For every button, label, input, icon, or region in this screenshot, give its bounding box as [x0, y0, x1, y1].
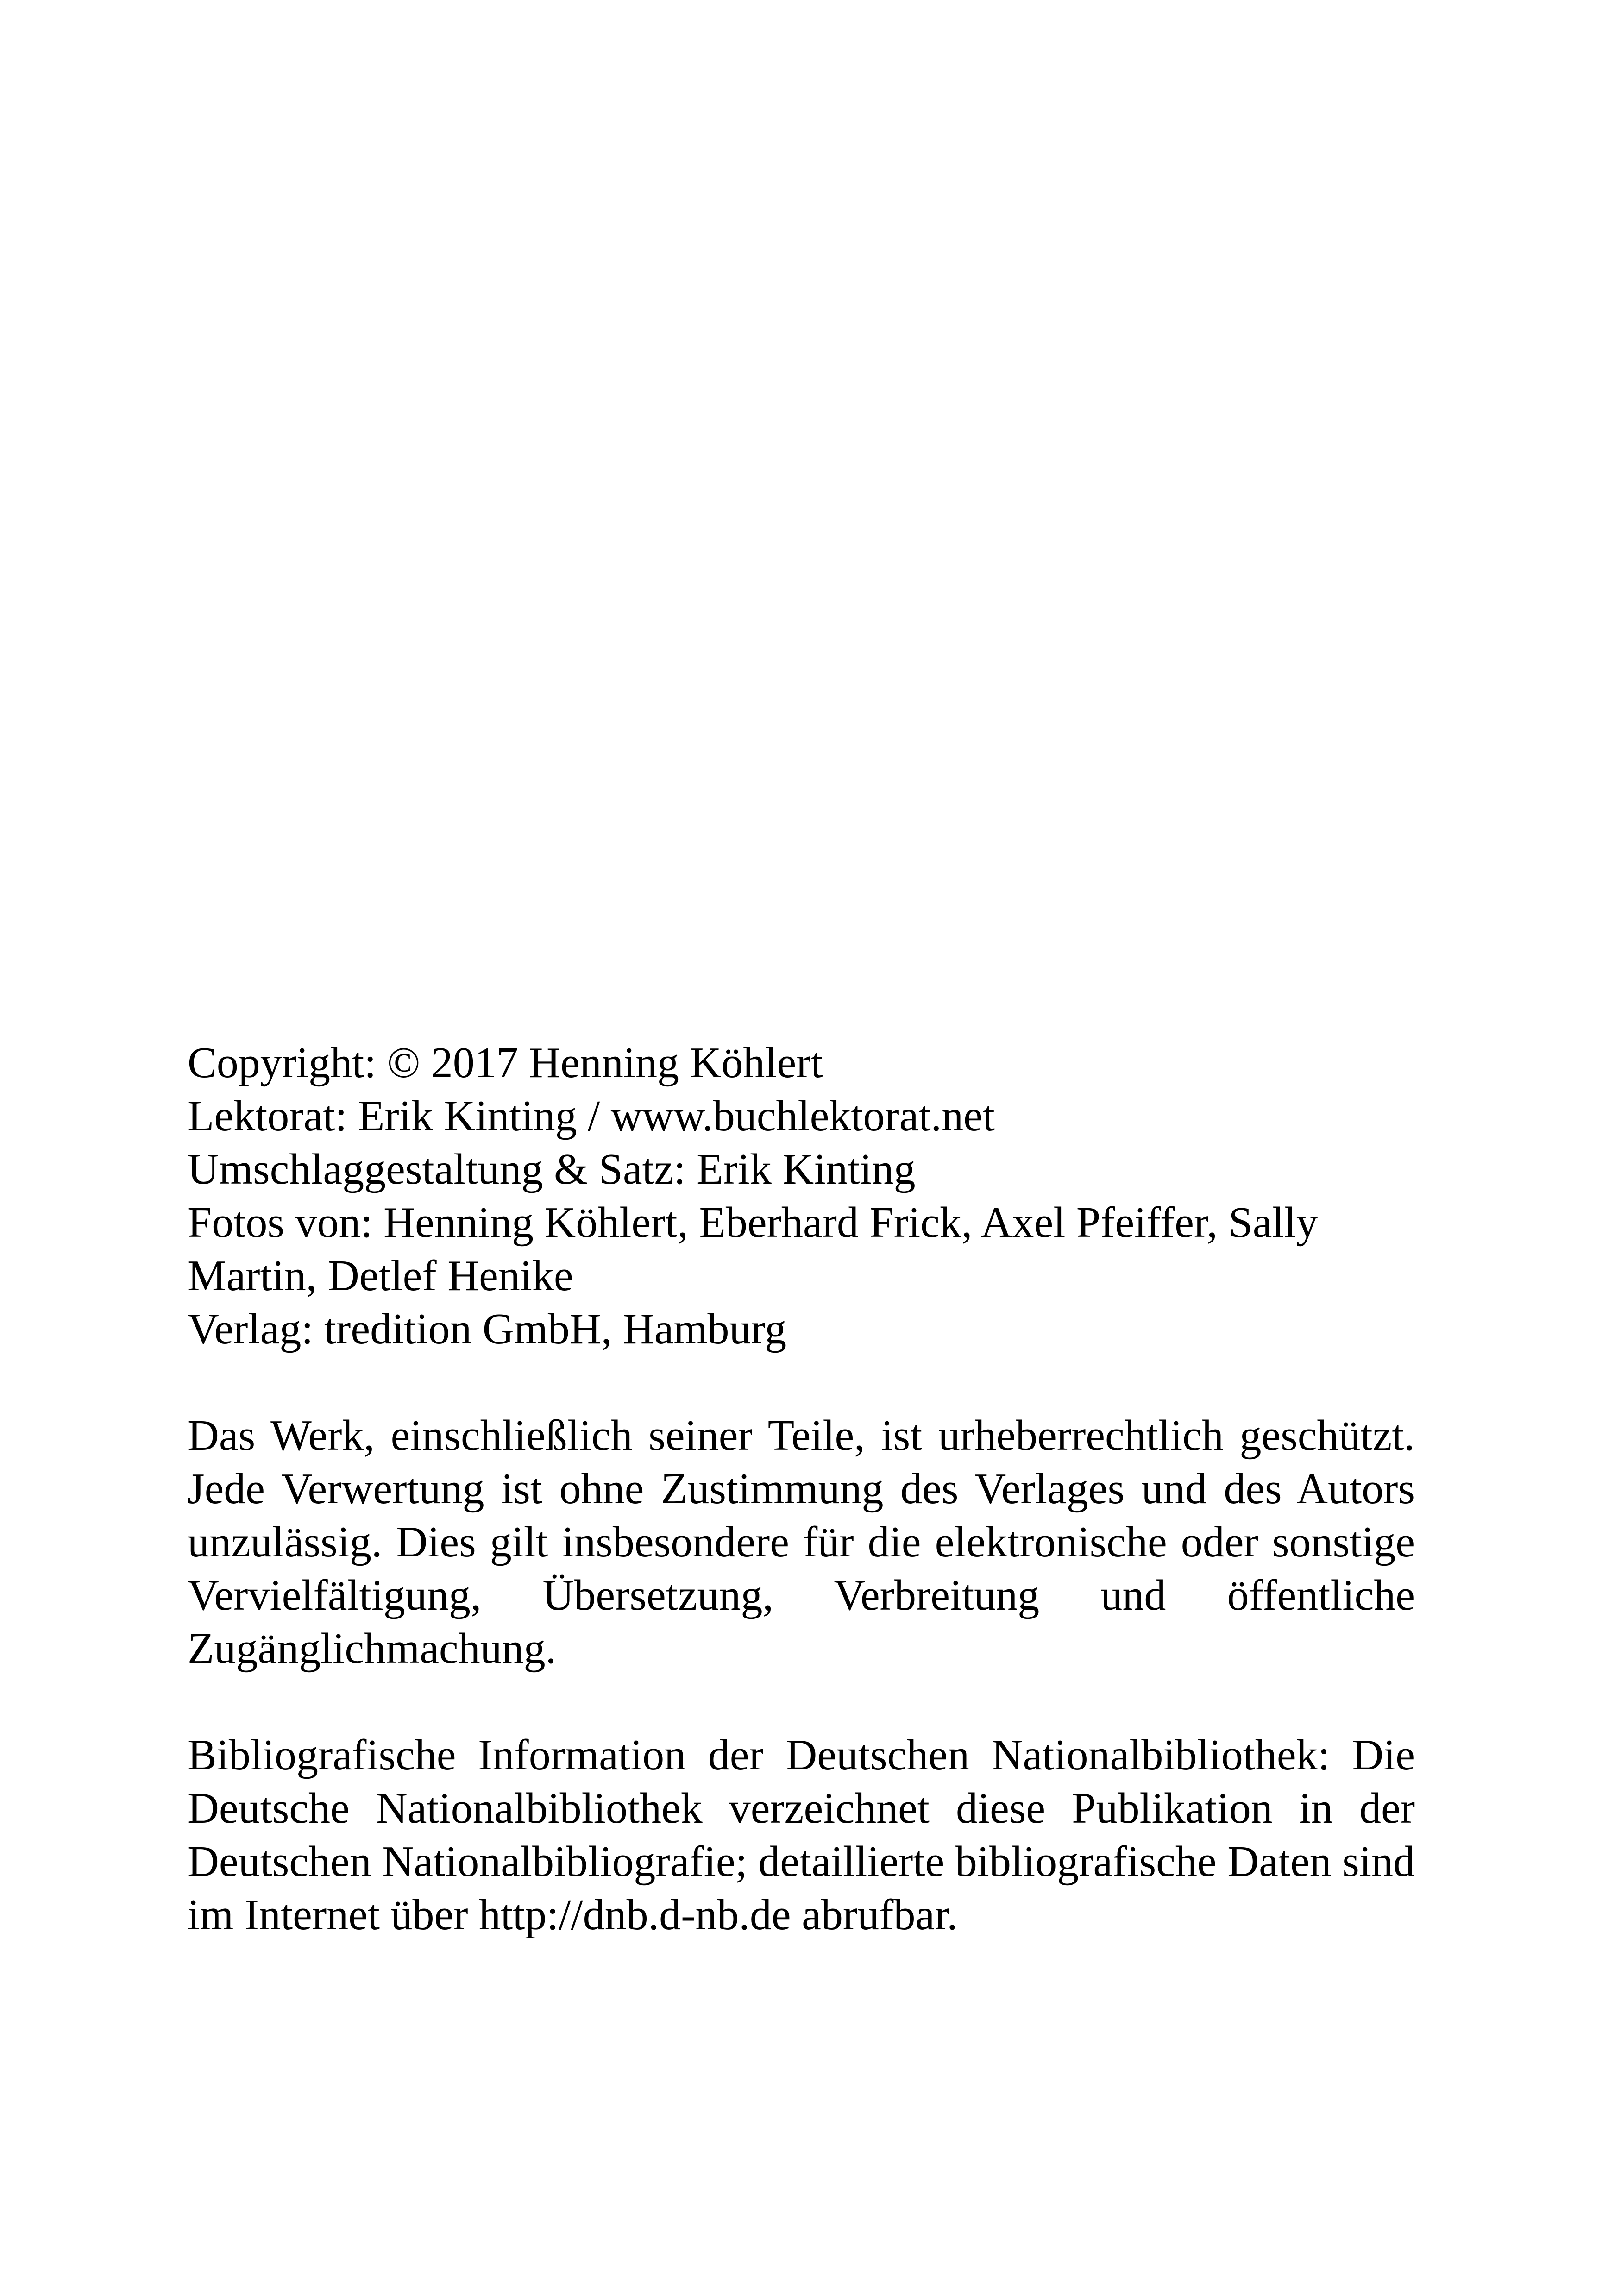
photo-credits-line: Fotos von: Henning Köhlert, Eberhard Frick, Axel Pfeiffer, Sally Martin, Detlef Henike — [188, 1198, 1318, 1300]
bibliographic-heading: Bibliografische Information der Deutschen Nationalbibliothek: — [188, 1731, 1330, 1779]
bibliographic-text: Die Deutsche Nationalbibliothek verzeichnet diese Publikation in der Deutschen Nationalbibliografie; detaillierte bibliografische Daten sind im Internet über http://dnb.d-nb.de abrufbar. — [188, 1731, 1415, 1939]
bibliographic-info — [188, 1729, 1415, 1942]
publisher-line: Verlag: tredition GmbH, Hamburg — [188, 1305, 787, 1353]
copyright-line: Copyright: © 2017 Henning Köhlert — [188, 1039, 823, 1087]
rights-notice: Das Werk, einschließlich seiner Teile, ist urheberrechtlich geschützt. Jede Verwertung ist ohne Zustimmung des Verlages und des Autors unzulässig. Dies gilt insbesondere für die elektronische oder sonstige Vervielfältigung, Übersetzung, Verbreitung und öffentliche Zugänglichmachung. — [188, 1411, 1415, 1673]
cover-design-line: Umschlaggestaltung & Satz: Erik Kinting — [188, 1145, 916, 1193]
credits-list — [188, 1036, 1415, 1356]
imprint-block — [188, 1036, 1415, 1942]
lektorat-line: Lektorat: Erik Kinting / www.buchlektorat.net — [188, 1092, 995, 1140]
